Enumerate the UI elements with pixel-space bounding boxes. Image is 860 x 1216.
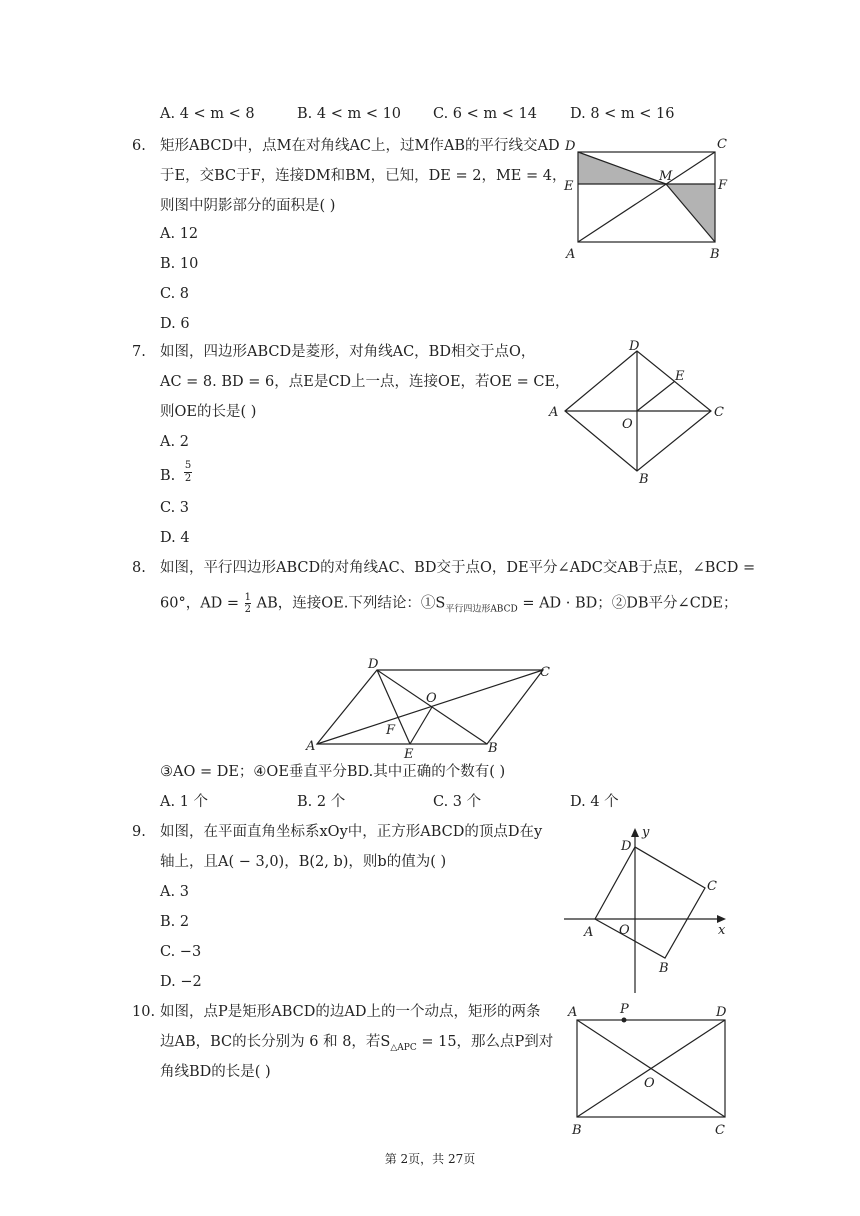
q8-label-o: O	[426, 691, 437, 706]
q6-label-a: A	[566, 247, 576, 262]
q10-line-2-part-b: = 15，那么点P到对	[416, 1034, 554, 1050]
q8-label-c: C	[540, 665, 550, 680]
q6-rectangle-figure	[560, 134, 730, 264]
q6-option-b: B. 10	[160, 256, 199, 272]
q10-label-c: C	[715, 1123, 725, 1138]
q6-option-a: A. 12	[160, 226, 199, 242]
q5-option-d: D. 8 < m < 16	[570, 106, 675, 122]
q6-number: 6.	[132, 138, 146, 154]
q6-label-d: D	[565, 139, 576, 154]
q7-option-b: B.	[160, 468, 176, 484]
q8-option-c: C. 3 个	[433, 794, 482, 810]
q7-number: 7.	[132, 344, 146, 360]
q8-option-a: A. 1 个	[160, 794, 209, 810]
q8-frac-numerator: 1	[244, 592, 252, 603]
q9-label-o: O	[619, 923, 630, 938]
q6-label-c: C	[717, 137, 727, 152]
q8-label-a: A	[306, 739, 316, 754]
q8-number: 8.	[132, 560, 146, 576]
q6-label-f: F	[718, 178, 728, 193]
q7-line-1: 如图，四边形ABCD是菱形，对角线AC，BD相交于点O，	[160, 344, 536, 360]
q10-line-2-subscript: △APC	[390, 1042, 417, 1053]
q5-option-b: B. 4 < m < 10	[297, 106, 402, 122]
q8-line-3: ③AO = DE；④OE垂直平分BD.其中正确的个数有( )	[160, 764, 506, 780]
q10-point-p	[622, 1018, 627, 1023]
q8-label-d: D	[368, 657, 379, 672]
q9-label-d: D	[621, 839, 632, 854]
q6-label-m: M	[659, 169, 673, 184]
q9-option-b: B. 2	[160, 914, 190, 930]
q8-option-b: B. 2 个	[297, 794, 346, 810]
q8-parallelogram-figure	[300, 654, 560, 764]
q8-label-e: E	[404, 747, 414, 762]
q5-option-c: C. 6 < m < 14	[433, 106, 537, 122]
q7-label-a: A	[549, 405, 559, 420]
q6-line-1: 矩形ABCD中，点M在对角线AC上，过M作AB的平行线交AD	[160, 138, 560, 154]
q9-label-a: A	[584, 925, 594, 940]
q7-label-e: E	[675, 369, 685, 384]
q9-coordinate-figure	[558, 822, 733, 998]
q6-label-b: B	[710, 247, 720, 262]
q6-line-2: 于E，交BC于F，连接DM和BM，已知，DE = 2，ME = 4，	[160, 168, 567, 184]
q10-number: 10.	[132, 1004, 156, 1020]
q7-frac-numerator: 5	[184, 460, 192, 471]
q6-option-c: C. 8	[160, 286, 190, 302]
q9-option-a: A. 3	[160, 884, 189, 900]
q8-label-f: F	[386, 723, 396, 738]
q8-line-2-fraction	[245, 592, 251, 615]
q7-option-c: C. 3	[160, 500, 190, 516]
q7-label-o: O	[622, 417, 633, 432]
q6-line-3: 则图中阴影部分的面积是( )	[160, 198, 336, 214]
q7-label-d: D	[629, 340, 640, 354]
q10-line-1: 如图，点P是矩形ABCD的边AD上的一个动点，矩形的两条	[160, 1004, 541, 1020]
q8-line-2-part-c: = AD · BD；②DB平分∠CDE；	[522, 595, 738, 612]
q7-option-d: D. 4	[160, 530, 190, 546]
q9-line-1: 如图，在平面直角坐标系xOy中，正方形ABCD的顶点D在y	[160, 824, 543, 840]
q7-option-a: A. 2	[160, 434, 189, 450]
q10-rectangle-figure	[560, 1000, 735, 1140]
q9-label-b: B	[659, 961, 669, 976]
q7-label-c: C	[714, 405, 724, 420]
q10-label-o: O	[644, 1076, 655, 1091]
q9-number: 9.	[132, 824, 146, 840]
q8-line-2-part-a: 60°，AD =	[160, 595, 240, 612]
q7-rhombus-figure	[545, 340, 735, 490]
q7-line-2: AC = 8. BD = 6，点E是CD上一点，连接OE，若OE = CE，	[160, 374, 570, 390]
q9-option-d: D. −2	[160, 974, 202, 990]
q5-option-a: A. 4 < m < 8	[160, 106, 255, 122]
q10-line-2-part-a: 边AB，BC的长分别为 6 和 8，若S	[160, 1034, 391, 1050]
q9-label-x: x	[718, 923, 726, 938]
q10-label-d: D	[716, 1005, 727, 1020]
q6-option-d: D. 6	[160, 316, 190, 332]
q9-label-y: y	[642, 825, 650, 840]
q10-line-3: 角线BD的长是( )	[160, 1064, 271, 1080]
q8-label-b: B	[488, 741, 498, 756]
q7-label-b: B	[639, 472, 649, 487]
q6-label-e: E	[564, 179, 574, 194]
q8-line-2-subscript: 平行四边形ABCD	[445, 604, 518, 615]
page-footer: 第 2页，共 27页	[384, 1152, 476, 1166]
q8-frac-denominator: 2	[244, 604, 252, 615]
q10-label-b: B	[572, 1123, 582, 1138]
q7-option-b-fraction	[184, 460, 192, 485]
q8-line-1: 如图，平行四边形ABCD的对角线AC、BD交于点O，DE平分∠ADC交AB于点E，∠BCD =	[160, 560, 756, 576]
q8-option-d: D. 4 个	[570, 794, 619, 810]
q10-label-a: A	[568, 1005, 578, 1020]
q7-line-3: 则OE的长是( )	[160, 404, 257, 420]
q10-label-p: P	[620, 1002, 629, 1017]
q9-option-c: C. −3	[160, 944, 202, 960]
q7-frac-denominator: 2	[184, 473, 192, 484]
q8-line-2	[160, 592, 738, 619]
q9-line-2: 轴上，且A( − 3,0)，B(2, b)，则b的值为( )	[160, 854, 447, 870]
q8-line-2-part-b: AB，连接OE.下列结论：①S	[256, 595, 446, 612]
q10-line-2	[160, 1032, 553, 1058]
q9-label-c: C	[707, 879, 717, 894]
